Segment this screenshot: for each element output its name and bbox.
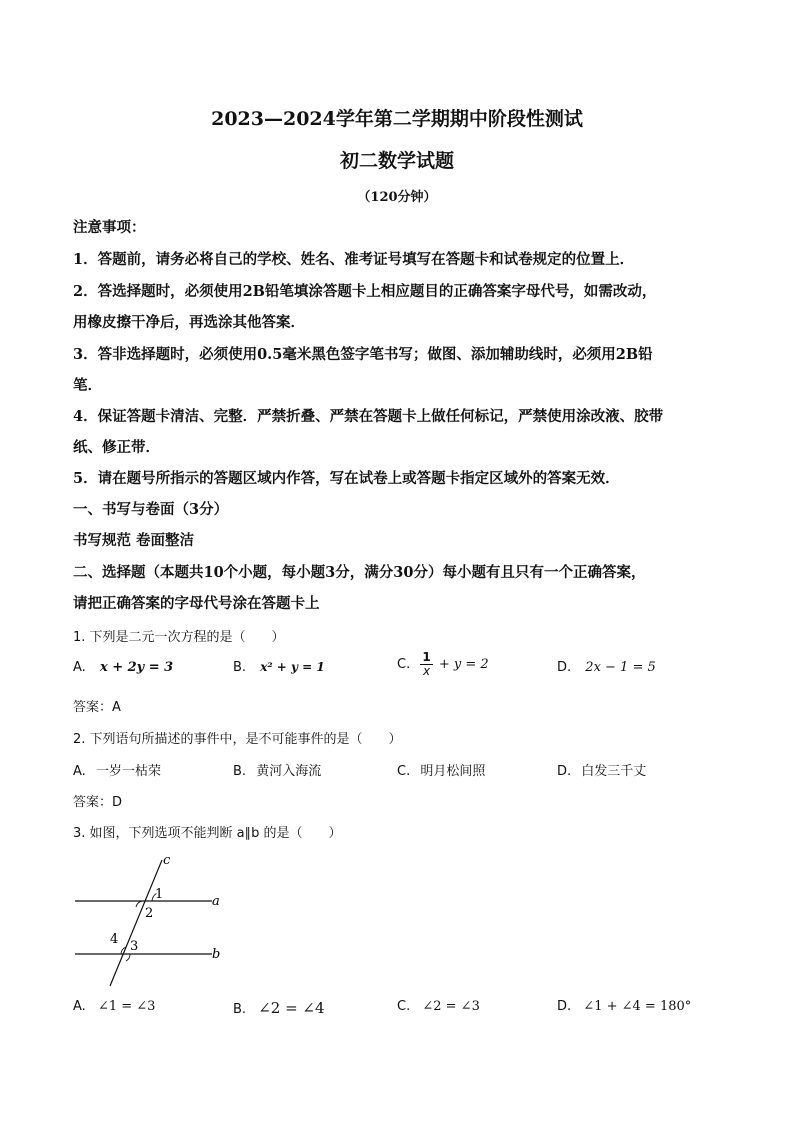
q1-option-c	[397, 651, 489, 678]
label-angle-1: 1	[155, 887, 164, 902]
q1-option-b	[233, 660, 325, 675]
label-b: b	[212, 947, 221, 962]
q3-option-a-text: ∠1 = ∠3	[97, 999, 156, 1014]
q1-option-c-numerator: 1	[422, 650, 431, 664]
line-c	[110, 860, 162, 986]
question-2-answer: 答案：D	[73, 795, 123, 810]
q1-option-d-label: D.	[557, 660, 572, 675]
notice-item-3: 3．答非选择题时，必须使用0.5毫米黑色签字笔书写；做图、添加辅助线时，必须用2B铅	[73, 346, 653, 363]
q1-option-c-denominator: x	[422, 664, 431, 678]
section1-title: 一、书写与卷面（3分）	[73, 501, 229, 518]
angle-3-arc	[126, 954, 130, 961]
section1-content: 书写规范 卷面整洁	[73, 532, 195, 549]
label-angle-2: 2	[145, 906, 154, 921]
question-3-stem: 3. 如图，下列选项不能判断 a∥b 的是（ ）	[73, 826, 342, 841]
q3-option-c-text: ∠2 = ∠3	[422, 999, 480, 1014]
notice-item-2: 2．答选择题时，必须使用2B铅笔填涂答题卡上相应题目的正确答案字母代号，如需改动，	[73, 283, 657, 300]
exam-duration: （120分钟）	[357, 190, 437, 205]
label-a: a	[212, 894, 220, 909]
q3-option-a	[73, 999, 155, 1014]
q2-option-b	[233, 760, 321, 779]
q2-option-c-text: 明月松间照	[420, 764, 486, 779]
notice-item-4-cont: 纸、修正带．	[73, 439, 160, 456]
q2-option-a	[73, 760, 161, 779]
notice-item-5: 5．请在题号所指示的答题区域内作答，写在试卷上或答题卡指定区域外的答案无效．	[73, 470, 620, 487]
q3-option-b	[233, 999, 325, 1017]
q1-option-a	[73, 660, 173, 675]
question-1-stem: 1. 下列是二元一次方程的是（ ）	[73, 630, 285, 645]
label-c: c	[163, 853, 171, 868]
q2-option-a-label: A.	[73, 764, 86, 779]
q2-option-b-label: B.	[233, 764, 247, 779]
q2-option-d-text: 白发三千丈	[581, 764, 647, 779]
notice-item-1: 1．答题前，请务必将自己的学校、姓名、准考证号填写在答题卡和试卷规定的位置上．	[73, 251, 635, 268]
q1-option-b-text: x² + y = 1	[260, 660, 325, 674]
q3-option-a-label: A.	[73, 999, 86, 1014]
q3-option-d	[557, 999, 691, 1014]
q1-option-d-text: 2x − 1 = 5	[585, 660, 656, 675]
q2-option-a-text: 一岁一枯荣	[95, 764, 161, 779]
label-angle-3: 3	[130, 939, 139, 954]
notice-item-4: 4．保证答题卡清洁、完整．严禁折叠、严禁在答题卡上做任何标记，严禁使用涂改液、胶带	[73, 408, 664, 425]
q3-option-b-label: B.	[233, 1002, 247, 1017]
q1-option-c-label: C.	[397, 657, 411, 672]
angle-2-arc	[136, 901, 142, 907]
notice-item-2-cont: 用橡皮擦干净后，再选涂其他答案．	[73, 314, 305, 331]
section2-title-line2: 请把正确答案的字母代号涂在答题卡上	[73, 595, 320, 612]
exam-subtitle: 初二数学试题	[339, 150, 454, 172]
notice-heading: 注意事项：	[73, 219, 146, 236]
q3-option-d-text: ∠1 + ∠4 = 180°	[583, 999, 692, 1014]
question-1-answer: 答案：A	[73, 700, 121, 715]
q1-option-d	[557, 660, 656, 675]
exam-title: 2023—2024学年第二学期期中阶段性测试	[211, 108, 583, 130]
q2-option-b-text: 黄河入海流	[256, 764, 322, 779]
q1-option-b-label: B.	[233, 660, 247, 675]
q2-option-d-label: D.	[557, 764, 572, 779]
q1-option-c-fraction	[420, 651, 432, 678]
q2-option-c-label: C.	[397, 764, 411, 779]
q3-option-c-label: C.	[397, 999, 411, 1014]
q1-option-a-label: A.	[73, 660, 86, 675]
q2-option-c	[397, 760, 485, 779]
notice-item-3-cont: 笔．	[73, 377, 102, 394]
q1-option-a-text: x + 2y = 3	[99, 660, 174, 675]
parallel-lines-figure	[70, 848, 240, 988]
q3-option-b-text: ∠2 = ∠4	[258, 999, 325, 1017]
label-angle-4: 4	[110, 932, 119, 947]
question-2-stem: 2. 下列语句所描述的事件中，是不可能事件的是（ ）	[73, 732, 402, 747]
section2-title-line1: 二、选择题（本题共10个小题，每小题3分，满分30分）每小题有且只有一个正确答案，	[73, 564, 646, 581]
q3-option-c	[397, 999, 480, 1014]
q2-option-d	[557, 760, 646, 779]
q1-option-c-rest: + y = 2	[438, 657, 489, 672]
q3-option-d-label: D.	[557, 999, 572, 1014]
